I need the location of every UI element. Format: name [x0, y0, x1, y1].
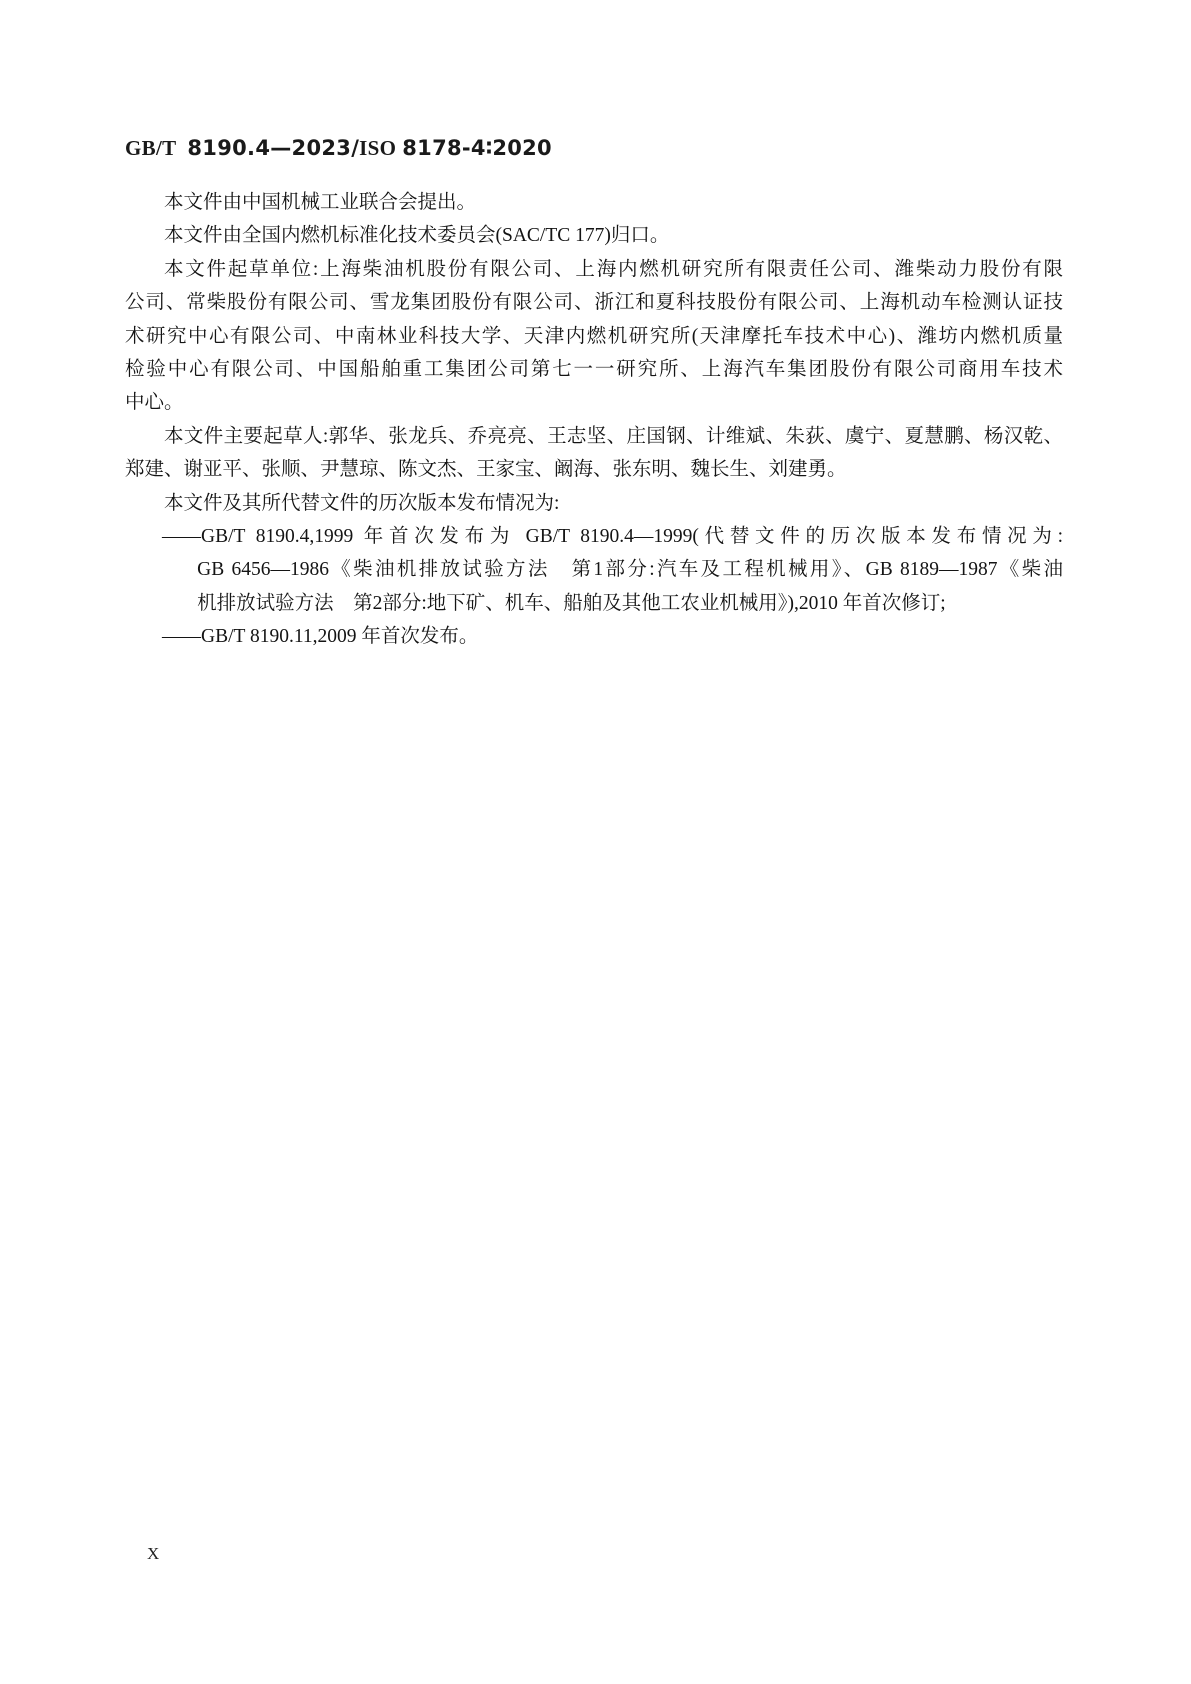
foreword-text-block — [125, 186, 1063, 654]
page-number: X — [147, 1544, 160, 1563]
text-line: 检验中心有限公司、中国船舶重工集团公司第七一一研究所、上海汽车集团股份有限公司商用车技术 — [125, 359, 1063, 381]
text-line: 本文件主要起草人:郭华、张龙兵、乔亮亮、王志坚、庄国钢、计维斌、朱荻、虞宁、夏慧鹏、杨汉乾、 — [164, 425, 1063, 447]
gb-standard-number: 8190.4—2023 — [187, 136, 352, 160]
text-line: 本文件由中国机械工业联合会提出。 — [164, 192, 477, 213]
text-line: 公司、常柴股份有限公司、雪龙集团股份有限公司、浙江和夏科技股份有限公司、上海机动车检测认证技 — [125, 292, 1063, 314]
text-line: 本文件及其所代替文件的历次版本发布情况为: — [164, 492, 560, 514]
standard-separator: / — [351, 136, 360, 160]
text-line: 郑建、谢亚平、张顺、尹慧琼、陈文杰、王家宝、阚海、张东明、魏长生、刘建勇。 — [125, 459, 847, 481]
text-line: 本文件起草单位:上海柴油机股份有限公司、上海内燃机研究所有限责任公司、潍柴动力股份有限 — [164, 258, 1063, 280]
iso-standard-number: 8178-4∶2020 — [402, 136, 552, 160]
text-line: GB 6456—1986《柴油机排放试验方法 第1部分:汽车及工程机械用》、GB 8189—1987《柴油 — [197, 559, 1063, 581]
standard-number-header — [125, 136, 552, 161]
text-line: 本文件由全国内燃机标准化技术委员会(SAC/TC 177)归口。 — [164, 225, 670, 247]
text-line: 中心。 — [125, 392, 184, 414]
text-line: ——GB/T 8190.4,1999 年首次发布为 GB/T 8190.4—1999(代替文件的历次版本发布情况为: — [162, 526, 1063, 548]
gb-standard-label: GB/T — [125, 136, 177, 160]
iso-standard-label: ISO — [359, 136, 397, 160]
text-line: 机排放试验方法 第2部分:地下矿、机车、船舶及其他工农业机械用》),2010 年首次修订; — [197, 592, 946, 614]
text-line: ——GB/T 8190.11,2009 年首次发布。 — [162, 626, 479, 648]
text-line: 术研究中心有限公司、中南林业科技大学、天津内燃机研究所(天津摩托车技术中心)、潍坊内燃机质量 — [125, 325, 1063, 347]
